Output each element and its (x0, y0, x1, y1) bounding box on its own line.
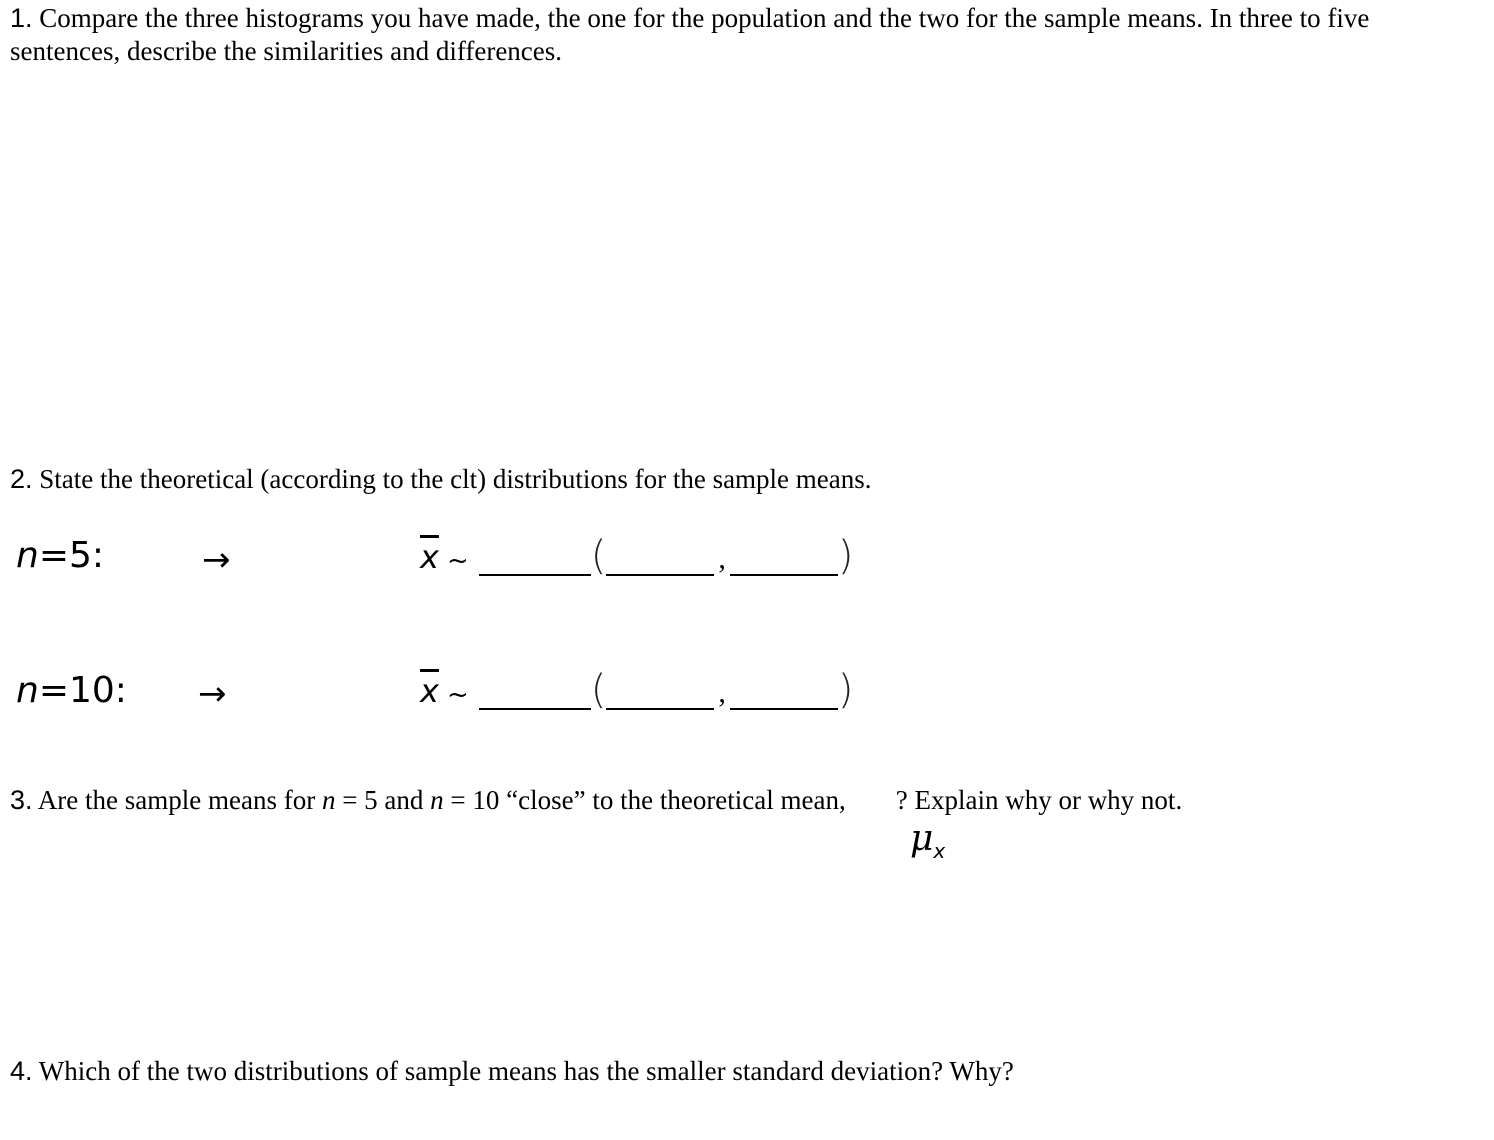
n5-xbar: $\overline{x}$ (420, 538, 439, 576)
mu-x-symbol (910, 818, 945, 863)
n10-distribution (420, 667, 854, 713)
n10-distribution-blank[interactable] (479, 678, 591, 710)
n10-arrow-icon: → (198, 674, 227, 714)
question-3-number: 3. (10, 785, 33, 815)
question-1 (10, 2, 1470, 68)
question-3-n2: n (430, 785, 444, 815)
n10-value: =10: (38, 670, 127, 711)
n5-arrow-icon: → (202, 540, 231, 580)
n10-open-paren: ( (590, 667, 607, 713)
n5-value: =5: (38, 535, 105, 576)
question-3-part2: = 5 and (342, 785, 424, 815)
n10-close-paren: ) (837, 667, 854, 713)
question-2-text: State the theoretical (according to the clt) distributions for the sample means. (39, 464, 872, 494)
n10-comma: , (718, 676, 726, 709)
question-3-part1: Are the sample means for (37, 785, 316, 815)
n5-open-paren: ( (590, 533, 607, 579)
n10-xbar: $\overline{x}$ (420, 672, 439, 710)
n10-tilde: ~ (446, 680, 469, 710)
question-2 (10, 463, 872, 496)
n10-label (16, 670, 127, 711)
n5-label (16, 535, 104, 576)
mu-symbol: μ (910, 818, 934, 859)
n5-tilde: ~ (446, 546, 469, 576)
question-1-text: Compare the three histograms you have made, the one for the population and the two for the sample means. In three to five sentences, describe the similarities and differences. (10, 3, 1370, 66)
n5-var: n (16, 535, 39, 576)
question-3-part3: = 10 “close” to the theoretical mean, (450, 785, 846, 815)
question-4-number: 4. (10, 1056, 33, 1086)
mu-subscript: x (933, 839, 946, 863)
n5-comma: , (718, 542, 726, 575)
n5-mean-blank[interactable] (606, 544, 714, 576)
question-3 (10, 784, 1182, 817)
question-3-part4: ? Explain why or why not. (895, 785, 1183, 815)
question-2-number: 2. (10, 464, 33, 494)
question-4-text: Which of the two distributions of sample means has the smaller standard deviation? Why? (38, 1056, 1014, 1086)
n10-sd-blank[interactable] (730, 678, 838, 710)
n5-sd-blank[interactable] (730, 544, 838, 576)
n5-distribution (420, 533, 854, 579)
question-3-n1: n (321, 785, 336, 815)
n10-mean-blank[interactable] (606, 678, 714, 710)
question-4 (10, 1055, 1014, 1088)
n5-distribution-blank[interactable] (479, 544, 591, 576)
n10-var: n (16, 670, 39, 711)
question-1-number: 1. (10, 3, 33, 33)
n5-close-paren: ) (837, 533, 854, 579)
